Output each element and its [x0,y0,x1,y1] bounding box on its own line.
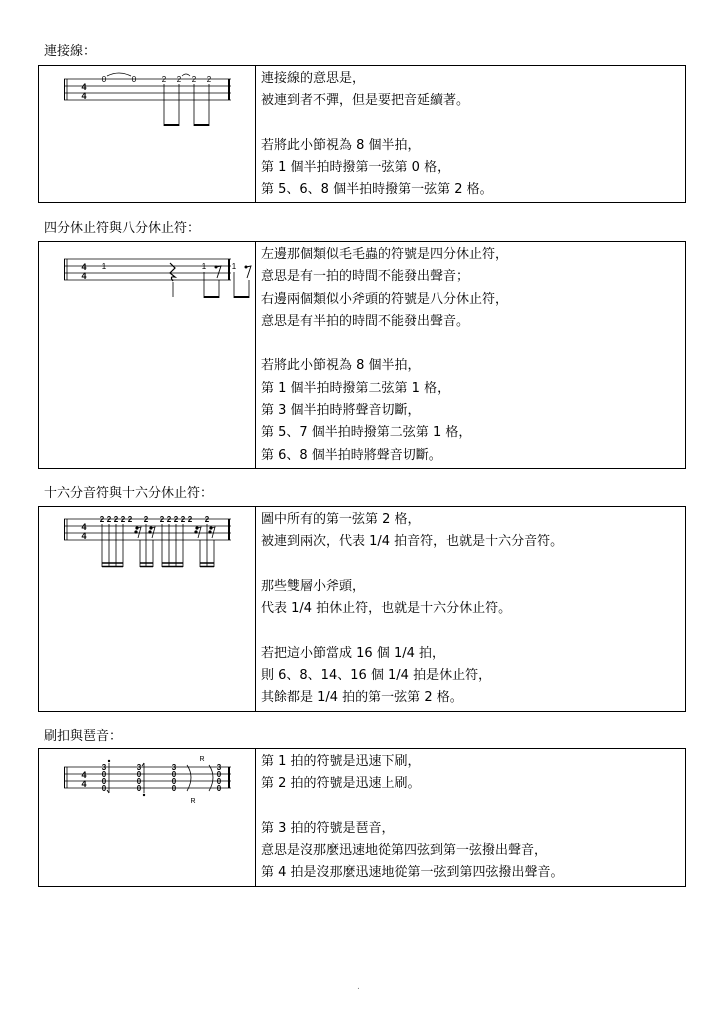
fret-number: 2 [99,515,105,524]
fret-number: 2 [143,515,149,524]
text-line: 第 1 個半拍時撥第一弦第 0 格， [261,160,451,176]
text-line [261,620,679,642]
text-line: 則 6、8、14、16 個 1/4 拍是休止符， [261,668,492,684]
text-line: 第 5、6、8 個半拍時撥第一弦第 2 格。 [261,182,493,198]
sixteenth-rest-symbol [135,527,141,538]
text-cell [256,507,686,712]
text-line [261,554,679,576]
fret-number: 2 [206,75,212,84]
tab-cell [39,507,256,712]
fret-number: 2 [204,515,210,524]
fret-number: 2 [180,515,186,524]
eighth-rest-symbol [245,266,252,279]
arpeggio-symbol [187,765,191,791]
fret-number: 0 [136,770,142,779]
fret-number: 3 [216,763,222,772]
text-line: 意思是沒那麼迅速地從第四弦到第一弦撥出聲音， [261,843,548,859]
text-line: 第 2 拍的符號是迅速上刷。 [261,776,421,792]
text-line [261,113,679,135]
fret-number: 2 [106,515,112,524]
fret-number: 0 [216,770,222,779]
section-title-strum: 刷扣與琶音： [44,729,123,744]
tie-arc [107,73,131,76]
fret-number: 2 [166,515,172,524]
text-line: 第 5、7 個半拍時撥第二弦第 1 格， [261,425,472,441]
fret-number: 0 [131,75,137,84]
text-line: 被連到者不彈，但是要把音延續著。 [261,93,470,109]
page-footer-mark: . [357,982,360,992]
text-line: 意思是有一拍的時間不能發出聲音； [261,269,470,285]
fret-number: 2 [161,75,167,84]
text-line: 若把這小節當成 16 個 1/4 拍， [261,645,445,661]
text-line: 那些雙層小斧頭， [261,578,366,594]
text-line: 其餘都是 1/4 拍的第一弦第 2 格。 [261,690,463,706]
text-line [261,796,679,818]
section-title-sixteenth: 十六分音符與十六分休止符： [44,486,214,501]
sixteenth-rest-symbol [209,527,215,538]
fret-number: 2 [120,515,126,524]
arpeggio-symbol [209,765,213,791]
fret-number: 2 [113,515,119,524]
time-sig-bottom: 4 [81,91,87,101]
tie-arc [182,74,190,76]
time-sig-bottom: 4 [81,779,87,789]
fret-number: 0 [171,777,177,786]
text-line: 若將此小節視為 8 個半拍， [261,137,421,153]
fret-number: 1 [101,262,107,271]
text-cell [256,749,686,887]
text-line: 第 1 拍的符號是迅速下刷， [261,754,421,769]
time-sig-top: 4 [81,522,87,532]
tab-staff-sixteenth [39,507,255,707]
text-line: 若將此小節視為 8 個半拍， [261,358,421,374]
eighth-rest-symbol [215,266,222,279]
text-line: 被連到兩次，代表 1/4 拍音符，也就是十六分音符。 [261,534,564,550]
text-line: 第 6、8 個半拍時將聲音切斷。 [261,447,442,463]
text-line: 第 3 拍的符號是琶音， [261,820,395,836]
text-line: 意思是有半拍的時間不能發出聲音。 [261,313,470,329]
fret-number: 3 [171,763,177,772]
text-line: 右邊兩個類似小斧頭的符號是八分休止符， [261,291,509,307]
section-box-sixteenth [38,506,686,712]
text-line: 代表 1/4 拍休止符，也就是十六分休止符。 [261,601,512,617]
text-cell [256,242,686,469]
section-box-rests [38,241,686,469]
fret-number: 2 [187,515,193,524]
text-line: 第 1 個半拍時撥第二弦第 1 格， [261,380,451,396]
fret-number: 2 [191,75,197,84]
tab-cell [39,749,256,887]
text-cell [256,66,686,203]
time-sig-bottom: 4 [81,531,87,541]
fret-number: 2 [173,515,179,524]
strum-mark: R [190,798,196,805]
text-line: 第 4 拍是沒那麼迅速地從第一弦到第四弦撥出聲音。 [261,865,564,881]
text-line: 連接線的意思是， [261,71,366,86]
section-box-strum [38,748,686,887]
text-line: 左邊那個類似毛毛蟲的符號是四分休止符， [261,247,509,262]
fret-number: 0 [171,784,177,793]
fret-number: 2 [127,515,133,524]
fret-number: 1 [231,262,237,271]
fret-number: 0 [216,784,222,793]
tab-staff-tie [39,66,255,198]
fret-number: 0 [136,777,142,786]
fret-number: 0 [101,784,107,793]
fret-number: 3 [136,763,142,772]
tab-staff-rests [39,242,255,464]
fret-number: 2 [176,75,182,84]
tab-cell [39,66,256,203]
fret-number: 0 [171,770,177,779]
sixteenth-rest-symbol [195,527,201,538]
time-sig-top: 4 [81,82,87,92]
sixteenth-rest-symbol [149,527,155,538]
tab-staff-strum [39,749,255,882]
fret-number: 0 [101,770,107,779]
fret-number: 3 [101,763,107,772]
fret-number: 0 [101,777,107,786]
fret-number: 1 [201,262,207,271]
fret-number: 0 [136,784,142,793]
tab-cell [39,242,256,469]
fret-number: 2 [159,515,165,524]
strum-mark: R [199,756,205,763]
time-sig-bottom: 4 [81,271,87,281]
text-line: 圖中所有的第一弦第 2 格， [261,512,421,527]
time-sig-top: 4 [81,262,87,272]
text-line [261,333,679,355]
section-box-tie [38,65,686,203]
fret-number: 0 [216,777,222,786]
section-title-tie: 連接線： [44,44,97,59]
section-title-rests: 四分休止符與八分休止符： [44,221,201,236]
time-sig-top: 4 [81,770,87,780]
text-line: 第 3 個半拍時將聲音切斷， [261,403,421,419]
fret-number: 0 [101,75,107,84]
